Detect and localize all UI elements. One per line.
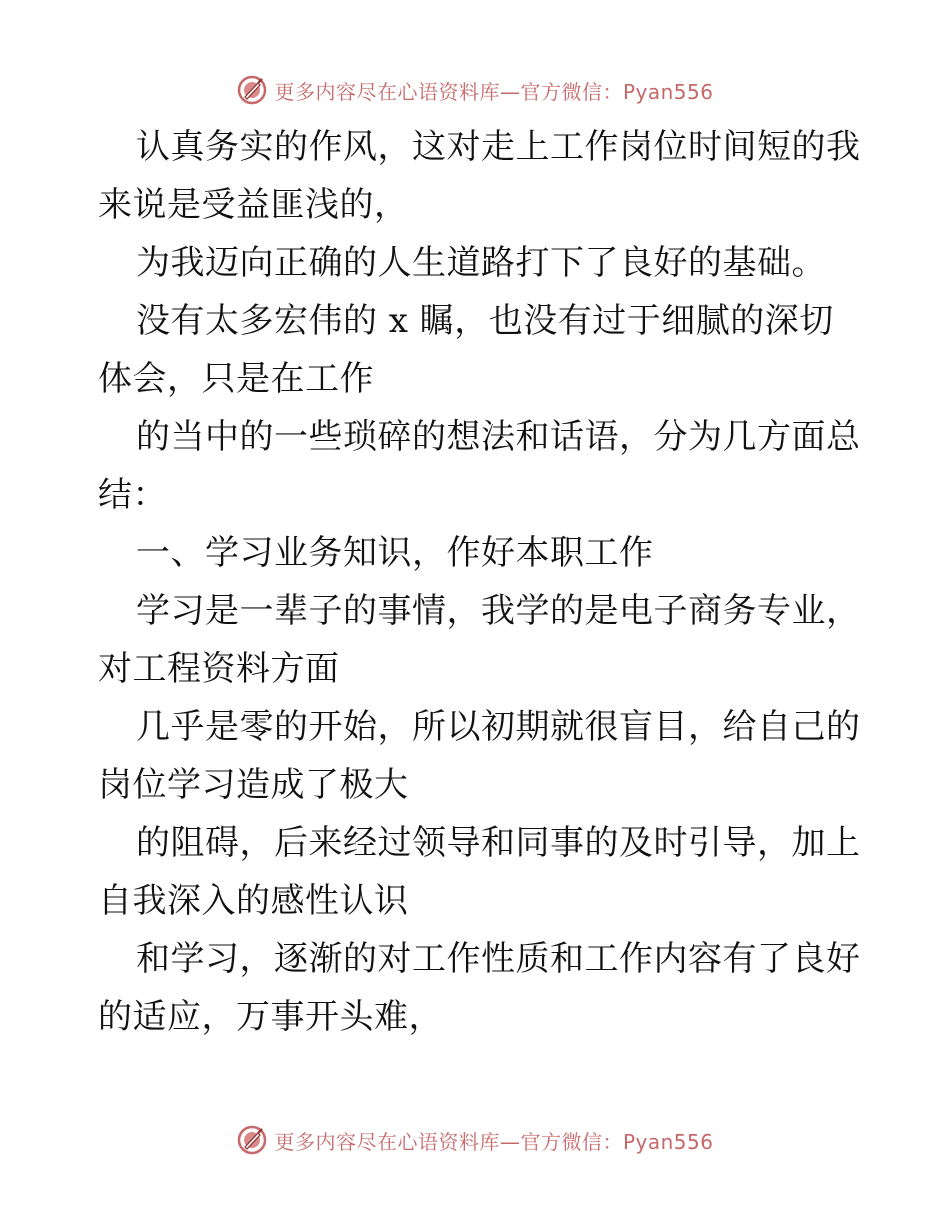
- paragraph: [98, 814, 861, 930]
- document-body: [98, 118, 861, 1046]
- text-line: 岗位学习造成了极大: [98, 765, 409, 805]
- text-line: 没有太多宏伟的 x 瞩，也没有过于细腻的深切: [136, 301, 834, 341]
- paragraph: [98, 930, 861, 1046]
- section-heading: [98, 524, 858, 582]
- watermark-text: 更多内容尽在心语资料库—官方微信：Pyan556: [274, 79, 714, 104]
- text-line: 的适应，万事开头难，: [98, 997, 443, 1037]
- text-line: 一、学习业务知识，作好本职工作: [136, 533, 654, 573]
- paragraph: [98, 292, 858, 408]
- text-line: 学习是一辈子的事情，我学的是电子商务专业，: [136, 591, 861, 631]
- paragraph: [98, 582, 861, 698]
- paragraph: [98, 234, 858, 292]
- header-watermark: [0, 70, 950, 110]
- text-line: 的阻碍，后来经过领导和同事的及时引导，加上: [136, 823, 861, 863]
- text-line: 自我深入的感性认识: [98, 881, 409, 921]
- text-line: 对工程资料方面: [98, 649, 340, 689]
- text-line: 和学习，逐渐的对工作性质和工作内容有了良好: [136, 939, 861, 979]
- text-line: 体会，只是在工作: [98, 359, 374, 399]
- pen-logo-icon: [236, 74, 268, 106]
- footer-watermark: [0, 1120, 950, 1160]
- text-line: 几乎是零的开始，所以初期就很盲目，给自己的: [136, 707, 861, 747]
- text-line: 的当中的一些琐碎的想法和话语，分为几方面总: [136, 417, 861, 457]
- text-line: 为我迈向正确的人生道路打下了良好的基础。: [136, 243, 826, 283]
- text-line: 来说是受益匪浅的，: [98, 185, 409, 225]
- watermark-text: 更多内容尽在心语资料库—官方微信：Pyan556: [274, 1129, 714, 1154]
- paragraph: [98, 698, 861, 814]
- text-line: 结：: [98, 475, 167, 515]
- pen-logo-icon: [236, 1124, 268, 1156]
- paragraph: [98, 408, 861, 524]
- paragraph: [98, 118, 861, 234]
- text-line: 认真务实的作风，这对走上工作岗位时间短的我: [136, 127, 861, 167]
